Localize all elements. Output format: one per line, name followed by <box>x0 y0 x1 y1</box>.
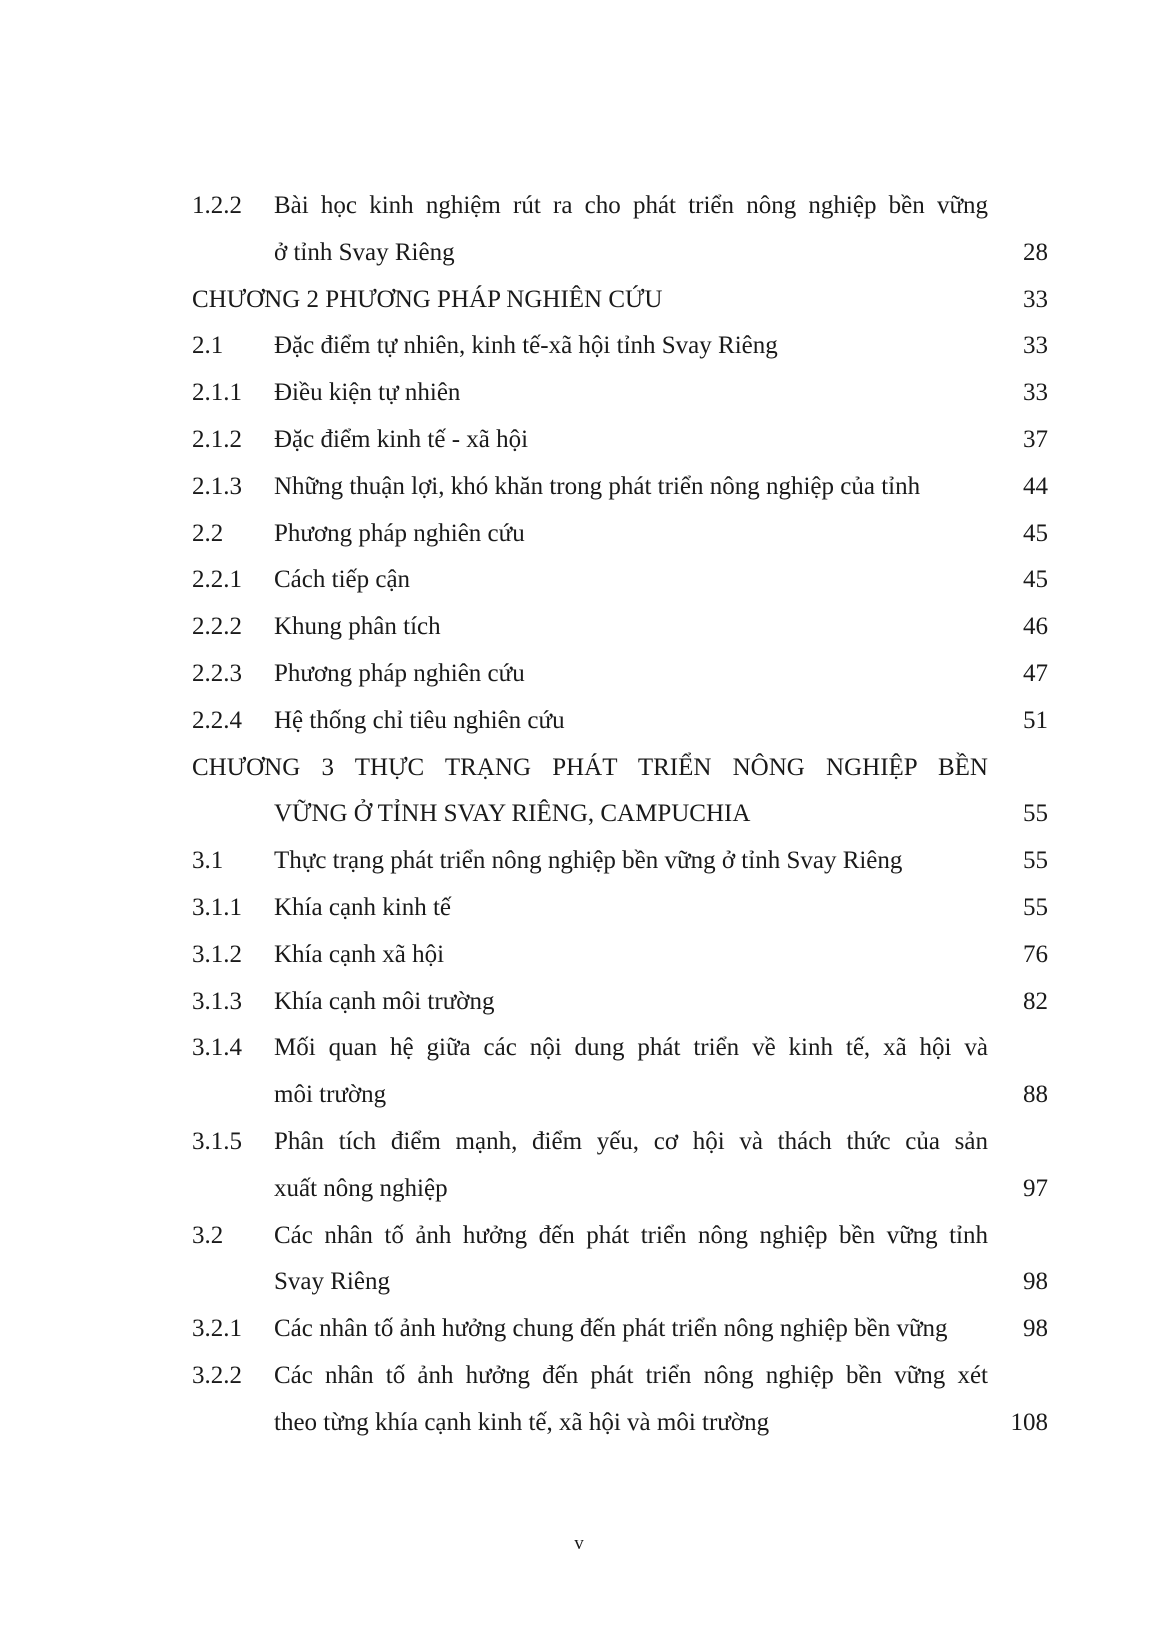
section-title: Hệ thống chỉ tiêu nghiên cứu <box>274 706 565 734</box>
section-number: 2.2.4 <box>192 706 242 734</box>
section-title: VỮNG Ở TỈNH SVAY RIÊNG, CAMPUCHIA <box>274 800 751 828</box>
toc-line <box>192 979 1048 1026</box>
toc-line <box>192 557 1048 604</box>
page-number: v <box>574 1533 584 1554</box>
toc-entry[interactable] <box>192 370 1048 417</box>
page-reference: 45 <box>1023 519 1048 547</box>
toc-line <box>192 1025 1048 1072</box>
page-reference: 108 <box>1010 1408 1048 1436</box>
page-reference: 33 <box>1023 285 1048 313</box>
section-number: 2.1.1 <box>192 379 242 407</box>
toc-line <box>192 464 1048 511</box>
toc-line <box>192 1306 1048 1353</box>
section-number: 2.2.3 <box>192 659 242 687</box>
toc-line <box>192 183 1048 230</box>
toc-entry[interactable] <box>192 932 1048 979</box>
section-title: Điều kiện tự nhiên <box>274 379 461 407</box>
section-title: Các nhân tố ảnh hưởng đến phát triển nông nghiệp bền vững xét <box>274 1361 988 1389</box>
page-reference: 33 <box>1023 379 1048 407</box>
page-reference: 37 <box>1023 425 1048 453</box>
toc-entry[interactable] <box>192 979 1048 1026</box>
section-title: Khía cạnh xã hội <box>274 940 445 968</box>
toc-entry[interactable] <box>192 1119 1048 1213</box>
page-reference: 88 <box>1023 1081 1048 1109</box>
page-reference: 98 <box>1023 1268 1048 1296</box>
page-reference: 47 <box>1023 659 1048 687</box>
toc-line-continuation <box>192 1072 1048 1119</box>
toc-entry[interactable] <box>192 698 1048 745</box>
toc-line <box>192 698 1048 745</box>
toc-entry[interactable] <box>192 323 1048 370</box>
section-title: Bài học kinh nghiệm rút ra cho phát triển nông nghiệp bền vững <box>274 192 988 219</box>
page-reference: 98 <box>1023 1315 1048 1343</box>
page-reference: 51 <box>1023 706 1048 734</box>
toc-entry[interactable] <box>192 885 1048 932</box>
page-reference: 46 <box>1023 613 1048 641</box>
page-reference: 55 <box>1023 847 1048 875</box>
section-title: xuất nông nghiệp <box>274 1174 448 1202</box>
section-number: 2.2 <box>192 519 224 547</box>
section-number: 2.1.3 <box>192 472 242 500</box>
toc-line <box>192 1213 1048 1260</box>
section-title: Khía cạnh kinh tế <box>274 893 452 921</box>
section-title: ở tỉnh Svay Riêng <box>274 238 455 266</box>
section-title: Cách tiếp cận <box>274 566 411 594</box>
toc-line-continuation <box>192 1166 1048 1213</box>
toc-line <box>192 651 1048 698</box>
toc-line-continuation <box>192 230 1048 277</box>
section-title: Phương pháp nghiên cứu <box>274 659 525 687</box>
section-number: 3.1.2 <box>192 940 242 968</box>
toc-line-continuation <box>192 1400 1048 1447</box>
toc-line <box>192 604 1048 651</box>
page-reference: 28 <box>1023 238 1048 266</box>
section-title: Mối quan hệ giữa các nội dung phát triển về kinh tế, xã hội và <box>274 1034 988 1062</box>
toc-line <box>192 323 1048 370</box>
toc-entry[interactable] <box>192 604 1048 651</box>
page-reference: 44 <box>1023 472 1048 500</box>
toc-line-continuation <box>192 791 1048 838</box>
toc-line <box>192 1119 1048 1166</box>
toc-line <box>192 511 1048 558</box>
section-title: Các nhân tố ảnh hưởng chung đến phát triển nông nghiệp bền vững <box>274 1315 948 1343</box>
toc-line <box>192 277 1048 324</box>
section-title: CHƯƠNG 3 THỰC TRẠNG PHÁT TRIỂN NÔNG NGHIỆP BỀN <box>192 753 988 781</box>
toc-entry[interactable] <box>192 1353 1048 1447</box>
section-number: 2.2.2 <box>192 613 242 641</box>
toc-entry[interactable] <box>192 1025 1048 1119</box>
section-title: Svay Riêng <box>274 1268 390 1296</box>
table-of-contents <box>192 183 1048 1447</box>
section-title: Khung phân tích <box>274 613 441 641</box>
section-number: 3.1 <box>192 847 224 875</box>
page-reference: 55 <box>1023 800 1048 828</box>
page-reference: 82 <box>1023 987 1048 1015</box>
page-reference: 33 <box>1023 332 1048 360</box>
page-reference: 76 <box>1023 940 1048 968</box>
section-title: Phân tích điểm mạnh, điểm yếu, cơ hội và thách thức của sản <box>274 1127 988 1155</box>
toc-line <box>192 838 1048 885</box>
section-title: Đặc điểm kinh tế - xã hội <box>274 425 529 453</box>
section-title: môi trường <box>274 1081 387 1109</box>
section-title: Các nhân tố ảnh hưởng đến phát triển nông nghiệp bền vững tỉnh <box>274 1221 988 1249</box>
toc-entry[interactable] <box>192 557 1048 604</box>
section-number: 3.1.5 <box>192 1127 242 1155</box>
section-number: 2.1 <box>192 332 224 360</box>
page-reference: 45 <box>1023 566 1048 594</box>
toc-line <box>192 745 1048 792</box>
toc-line <box>192 885 1048 932</box>
section-title: Những thuận lợi, khó khăn trong phát triển nông nghiệp của tỉnh <box>274 472 921 500</box>
toc-entry[interactable] <box>192 1213 1048 1307</box>
toc-entry[interactable] <box>192 417 1048 464</box>
toc-entry[interactable] <box>192 183 1048 277</box>
toc-line <box>192 1353 1048 1400</box>
section-number: 3.1.3 <box>192 987 242 1015</box>
section-number: 3.1.4 <box>192 1034 242 1062</box>
section-title: Phương pháp nghiên cứu <box>274 519 525 547</box>
toc-line-continuation <box>192 1259 1048 1306</box>
toc-entry[interactable] <box>192 1306 1048 1353</box>
section-number: 1.2.2 <box>192 192 242 219</box>
section-title: theo từng khía cạnh kinh tế, xã hội và môi trường <box>274 1408 770 1436</box>
page-reference: 55 <box>1023 893 1048 921</box>
section-title: Thực trạng phát triển nông nghiệp bền vững ở tỉnh Svay Riêng <box>274 847 903 875</box>
section-number: 2.2.1 <box>192 566 242 594</box>
section-number: 3.2 <box>192 1221 224 1249</box>
toc-entry[interactable] <box>192 838 1048 885</box>
toc-line <box>192 932 1048 979</box>
section-number: 3.1.1 <box>192 893 242 921</box>
toc-chapter-entry[interactable] <box>192 745 1048 839</box>
page-reference: 97 <box>1023 1174 1048 1202</box>
toc-line <box>192 417 1048 464</box>
toc-chapter-entry[interactable] <box>192 277 1048 324</box>
toc-entry[interactable] <box>192 511 1048 558</box>
toc-entry[interactable] <box>192 651 1048 698</box>
section-number: 3.2.2 <box>192 1361 242 1389</box>
section-title: Đặc điểm tự nhiên, kinh tế-xã hội tỉnh Svay Riêng <box>274 332 778 360</box>
section-title: CHƯƠNG 2 PHƯƠNG PHÁP NGHIÊN CỨU <box>192 285 663 313</box>
toc-entry[interactable] <box>192 464 1048 511</box>
section-title: Khía cạnh môi trường <box>274 987 495 1015</box>
section-number: 2.1.2 <box>192 425 242 453</box>
toc-line <box>192 370 1048 417</box>
section-number: 3.2.1 <box>192 1315 242 1343</box>
